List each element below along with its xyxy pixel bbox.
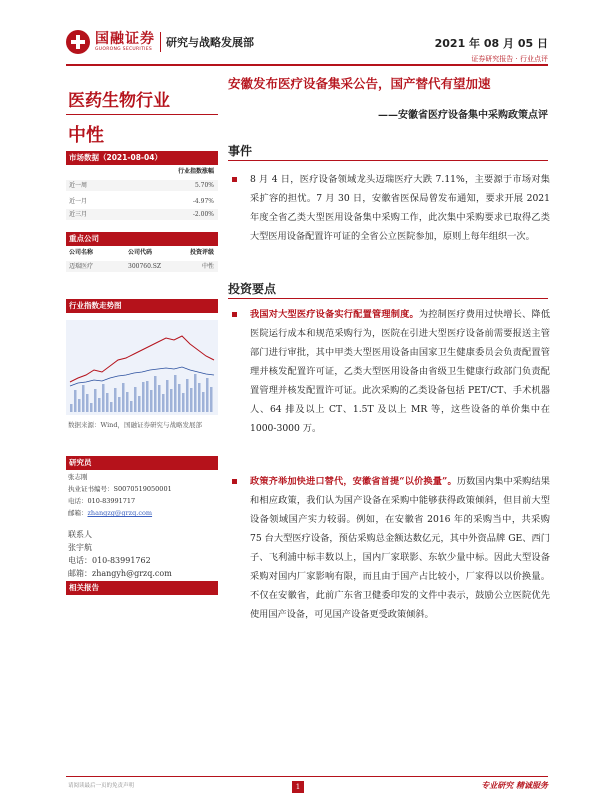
chart-volume-bar: [182, 393, 185, 412]
chart-volume-bar: [122, 383, 125, 412]
company-row: [66, 261, 218, 272]
bullet-icon: [232, 312, 237, 317]
chart-volume-bar: [130, 401, 133, 412]
point-paragraph-1: [232, 305, 550, 438]
chart-volume-bar: [106, 393, 109, 412]
report-subtitle: ——安徽省医疗设备集中采购政策点评: [378, 110, 548, 121]
market-data-heading: 市场数据（2021-08-04）: [66, 151, 218, 165]
sector-rating: 中性: [68, 125, 104, 146]
report-type: 证券研究报告 · 行业点评: [471, 55, 548, 63]
companies-header-row: [66, 247, 218, 258]
contact-email[interactable]: 邮箱：zhangyh@grzq.com: [68, 569, 172, 578]
market-data-header-row: [66, 166, 218, 177]
chart-volume-bar: [118, 397, 121, 412]
analyst-heading: 研究员: [66, 456, 218, 470]
market-row-label: 近三月: [69, 211, 88, 218]
point-paragraph-2: [232, 472, 550, 624]
company-rating: 中性: [201, 263, 214, 270]
chart-volume-bar: [98, 398, 101, 412]
companies-col-code: 公司代码: [128, 249, 153, 256]
analyst-email-label: 邮箱：: [68, 509, 88, 517]
chart-volume-bar: [70, 404, 73, 412]
report-title: 安徽发布医疗设备集采公告，国产替代有望加速: [228, 76, 491, 91]
page-number: 1: [292, 781, 304, 793]
market-row-value: -4.97%: [192, 198, 214, 205]
chart-volume-bar: [210, 387, 213, 412]
sector-divider: [66, 114, 218, 115]
header-divider: [66, 64, 548, 66]
chart-volume-bar: [158, 385, 161, 412]
point-2-highlight: 政策齐举加快进口替代，安徽省首提“以价换量”。: [250, 476, 457, 487]
chart-volume-bar: [194, 374, 197, 412]
chart-volume-bar: [162, 394, 165, 412]
index-chart-heading: 行业指数走势图: [66, 299, 218, 313]
chart-volume-bar: [186, 379, 189, 412]
logo-name: 国融证券: [95, 30, 155, 47]
related-reports-heading: 相关报告: [66, 581, 218, 595]
chart-volume-bar: [198, 383, 201, 412]
market-row-label: 近一月: [69, 198, 88, 205]
chart-volume-bar: [142, 382, 145, 412]
chart-volume-bar: [94, 389, 97, 412]
event-heading: 事件: [228, 144, 253, 158]
point-1-text: 为控制医疗费用过快增长、降低医院运行成本和规范采购行为，医院在引进大型医疗设备前需要报送主管部门进行审批，其中甲类大型医用设备由国家卫生健康委员会负责配置管理并核发配置许可证，乙类大型医用设备由省级卫生健康行政部门负责配置管理并核发配置许可证。此次采购的乙类设备包括 PET/CT、手术机器人、64 排及以上 CT、1.5T 及以上 MR 等，这些设备的单价集中在 1000-3000 万。: [250, 309, 550, 434]
point-1-highlight: 我国对大型医疗设备实行配置管理制度。: [250, 309, 419, 320]
chart-volume-bar: [170, 389, 173, 412]
key-companies-heading: 重点公司: [66, 232, 218, 246]
contact-name: 张宇航: [68, 543, 92, 552]
market-row: [66, 180, 218, 191]
event-paragraph: [232, 170, 550, 246]
analyst-email-link[interactable]: zhangzg@grzq.com: [87, 509, 153, 517]
chart-volume-bar: [82, 385, 85, 412]
company-logo: [66, 30, 254, 54]
points-divider: [228, 298, 548, 299]
page-header: [0, 0, 600, 62]
bullet-icon: [232, 177, 237, 182]
chart-volume-bar: [190, 388, 193, 412]
sector-name: 医药生物行业: [68, 91, 170, 111]
index-trend-chart: [66, 320, 218, 415]
chart-volume-bar: [138, 396, 141, 412]
company-name: 迈瑞医疗: [69, 263, 94, 270]
contact-phone: 电话：010-83991762: [68, 556, 151, 565]
companies-col-rating: 投资评级: [189, 249, 214, 256]
chart-volume-bar: [174, 375, 177, 412]
contact-heading: 联系人: [68, 530, 92, 539]
footer-divider: [66, 776, 548, 777]
footer-slogan: 专业研究 精诚服务: [481, 780, 548, 790]
logo-divider: [160, 32, 161, 52]
chart-volume-bar: [146, 381, 149, 412]
event-text: 8 月 4 日，医疗设备领域龙头迈瑞医疗大跌 7.11%，主要源于市场对集采扩容的担忧。7 月 30 日，安徽省医保局曾发布通知，要求开展 2021 年度全省乙类大型医用设备集中采购工作，此次集中采购要求已取得乙类大型医用设备配置许可证的全省公立医院参加，原则上每年组织一次。: [250, 174, 550, 242]
chart-volume-bar: [114, 388, 117, 412]
guorong-logo-icon: [66, 30, 90, 54]
companies-col-name: 公司名称: [69, 249, 94, 256]
chart-volume-bars: [70, 374, 213, 412]
chart-volume-bar: [74, 390, 77, 412]
chart-volume-bar: [110, 402, 113, 412]
market-row-value: -2.00%: [192, 211, 214, 218]
analyst-name: 张志刚: [68, 473, 88, 481]
chart-volume-bar: [134, 387, 137, 412]
bullet-icon: [232, 479, 237, 484]
point-2-text: 历数国内集中采购结果和相应政策，我们认为国产设备在采购中能够获得政策倾斜，但目前大型设备领域国产实力较弱。例如，在安徽省 2016 年的采购当中，共采购 75 台大型医疗设备，预估采购总金额达数亿元，其中外资品牌 GE、西门子、飞利浦中标丰数以上，国内厂家联影、东软少量中标。因此大型设备采购对国内厂家影响有限，而且由于国产占比较小，厂家得以以价换量。不仅在安徽省，此前广东省卫健委印发的文件中表示，鼓励公立医院优先使用国产设备，可见国产设备更受政策倾斜。: [250, 476, 550, 620]
chart-volume-bar: [166, 380, 169, 412]
chart-volume-bar: [90, 403, 93, 412]
chart-volume-bar: [150, 390, 153, 412]
department-name: 研究与战略发展部: [166, 36, 254, 49]
company-code: 300760.SZ: [128, 263, 162, 270]
market-col-header: 行业指数涨幅: [177, 168, 214, 175]
points-heading: 投资要点: [228, 282, 277, 296]
chart-source: 数据来源：Wind，国融证券研究与战略发展部: [68, 421, 202, 429]
logo-english-name: GUORONG SECURITIES: [95, 46, 153, 52]
market-row: [66, 209, 218, 220]
analyst-phone: 电话：010-83991717: [68, 497, 136, 505]
chart-volume-bar: [126, 392, 129, 412]
market-row-value: 5.70%: [194, 182, 214, 189]
index-trend-chart-graphic: [66, 320, 218, 415]
chart-volume-bar: [178, 384, 181, 412]
footer-disclaimer[interactable]: 请阅读最后一页的免责声明: [68, 783, 135, 789]
chart-volume-bar: [78, 399, 81, 412]
chart-volume-bar: [154, 376, 157, 412]
analyst-email-line: [68, 508, 218, 519]
market-row: [66, 196, 218, 207]
chart-volume-bar: [102, 384, 105, 412]
chart-index-line: [70, 336, 214, 382]
chart-volume-bar: [202, 392, 205, 412]
analyst-cert: 执业证书编号：S0070519050001: [68, 485, 172, 493]
event-divider: [228, 160, 548, 161]
chart-volume-bar: [86, 394, 89, 412]
report-date: 2021 年 08 月 05 日: [434, 37, 548, 50]
market-row-label: 近一周: [69, 182, 88, 189]
chart-volume-bar: [206, 378, 209, 412]
